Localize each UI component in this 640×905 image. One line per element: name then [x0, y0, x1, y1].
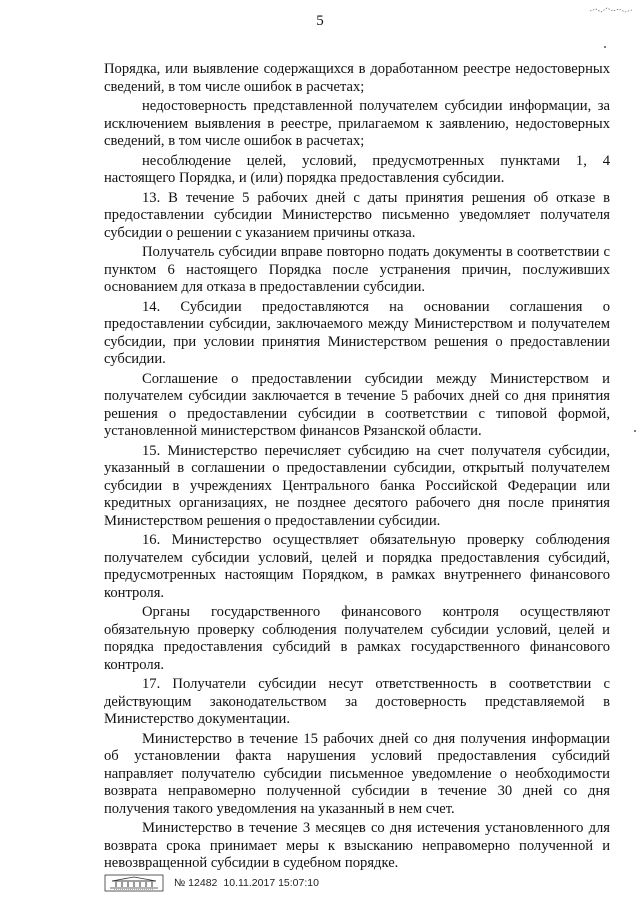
paragraph: несоблюдение целей, условий, предусмотренных пунктами 1, 4 настоящего Порядка, и (или) порядка предоставления субсидии.: [104, 152, 610, 186]
paragraph: 17. Получатели субсидии несут ответственность в соответствии с действующим законодательством за достоверность представляемой в Министерство документации.: [104, 676, 610, 727]
paragraph: 13. В течение 5 рабочих дней с даты принятия решения об отказе в предоставлении субсидии Министерство письменно уведомляет получателя субсидии о решении с указанием причины отказа.: [104, 189, 610, 241]
paragraph: Соглашение о предоставлении субсидии между Министерством и получателем субсидии заключается в течение 5 рабочих дней со дня принятия решения о предоставлении субсидии в соответствии с типовой формой, установленной министерством финансов Рязанской области.: [104, 370, 610, 439]
document-footer: [104, 873, 319, 893]
scan-artifact: [588, 2, 636, 12]
paragraph: Порядка, или выявление содержащихся в доработанном реестре недостоверных сведений, в том числе ошибок в расчетах;: [104, 61, 610, 95]
paragraph: 16. Министерство осуществляет обязательную проверку соблюдения получателем субсидии условий, целей и порядка предоставления субсидий, предусмотренных настоящим Порядком, в рамках внутреннего финансового контроля.: [104, 532, 610, 601]
government-building-icon: [104, 874, 164, 892]
paragraph: Органы государственного финансового контроля осуществляют обязательную проверку соблюдения получателем субсидии условий, целей и порядка предоставления субсидий в рамках государственного финансового контроля.: [104, 604, 610, 673]
paragraph: недостоверность представленной получателем субсидии информации, за исключением выявления в реестре, прилагаемом к заявлению, недостоверных сведений, в том числе ошибок в расчетах;: [104, 98, 610, 149]
scan-speck: [634, 430, 636, 432]
paragraph: 15. Министерство перечисляет субсидию на счет получателя субсидии, указанный в соглашении о предоставлении субсидии, открытый получателем субсидии в учреждениях Центрального банка Российской Федерации или кредитных организациях, не позднее десятого рабочего дня после принятия Министерством решения о предоставлении субсидии.: [104, 442, 610, 529]
registration-number: № 12482: [174, 877, 218, 889]
document-body: [104, 61, 610, 875]
scan-speck: [604, 46, 606, 48]
page-number: 5: [316, 13, 324, 29]
paragraph: 14. Субсидии предоставляются на основании соглашения о предоставлении субсидии, заключаемого между Министерством и получателем субсидии, при условии принятия Министерством решения о предоставлении субсидии.: [104, 298, 610, 367]
paragraph: Министерство в течение 3 месяцев со дня истечения установленного для возврата срока принимает меры к взысканию неправомерно полученной и невозвращенной субсидии в судебном порядке.: [104, 820, 610, 871]
paragraph: Министерство в течение 15 рабочих дней со дня получения информации об установлении факта нарушения условий предоставления субсидий направляет получателю субсидии письменное уведомление о необходимости возврата неправомерно полученной субсидии в течение 30 дней со дня получения такого уведомления на указанный в нем счет.: [104, 730, 610, 817]
paragraph: Получатель субсидии вправе повторно подать документы в соответствии с пунктом 6 настоящего Порядка после устранения причин, послуживших основанием для отказа в предоставлении субсидии.: [104, 244, 610, 295]
registration-datetime: 10.11.2017 15:07:10: [223, 877, 319, 889]
